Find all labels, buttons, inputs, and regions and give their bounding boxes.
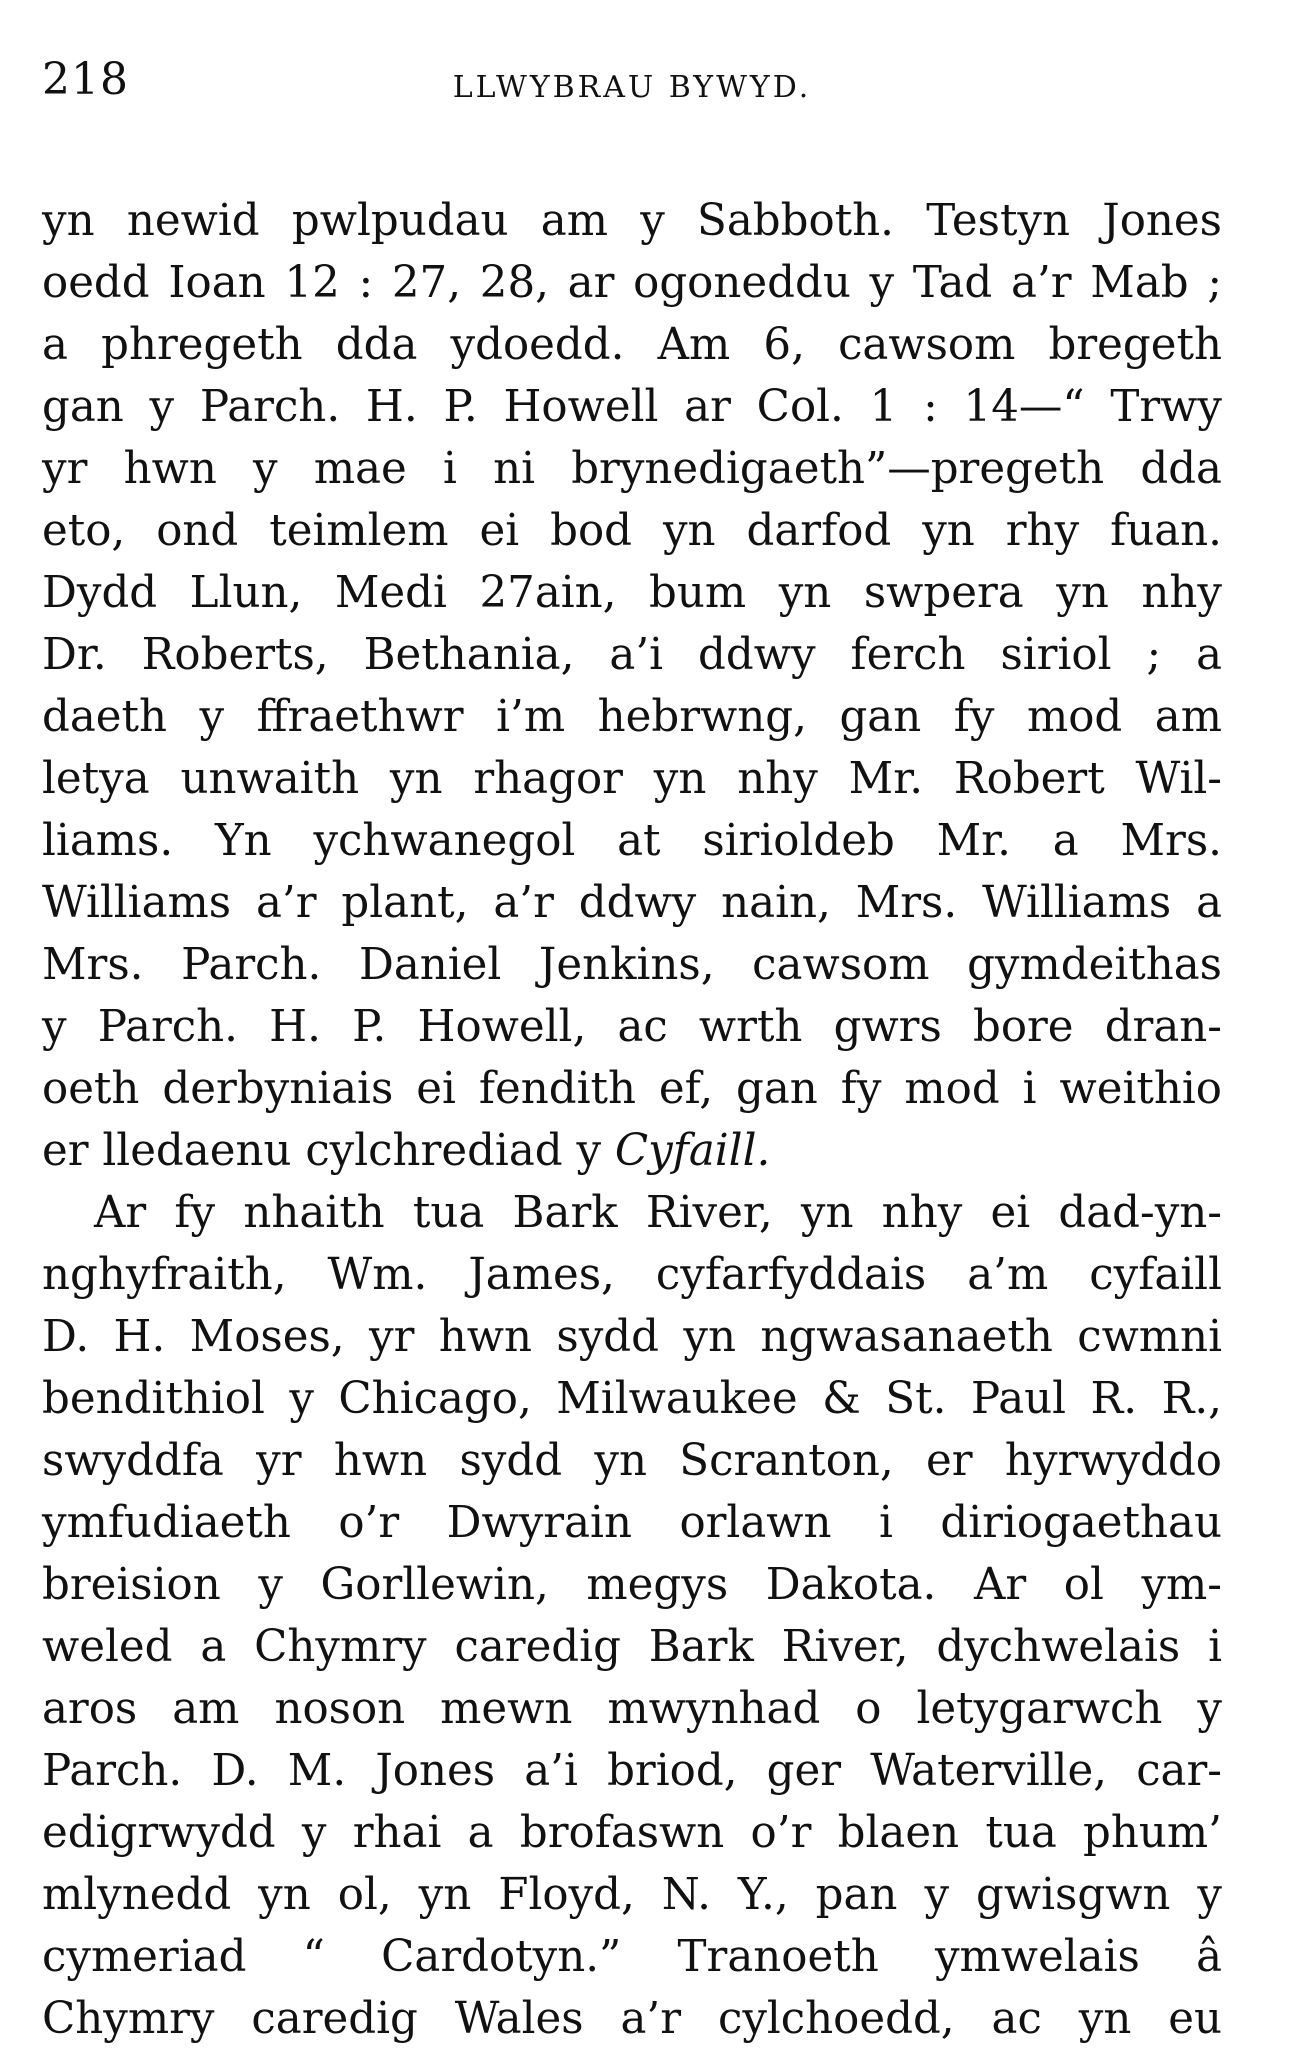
text-line: gan y Parch. H. P. Howell ar Col. 1 : 14—“ Trwy (42, 382, 1222, 432)
text-line: Chymry caredig Wales a’r cylchoedd, ac yn eu (42, 1994, 1222, 2044)
text-line: edigrwydd y rhai a brofaswn o’r blaen tua phum’ (42, 1808, 1222, 1858)
text-line-last (42, 1120, 1222, 1182)
running-head (42, 40, 1222, 120)
text-line: Parch. D. M. Jones a’i briod, ger Waterville, car- (42, 1746, 1222, 1796)
text-line: nghyfraith, Wm. James, cyfarfyddais a’m cyfaill (42, 1250, 1222, 1300)
running-title: LLWYBRAU BYWYD. (452, 70, 812, 105)
text-line: aros am noson mewn mwynhad o letygarwch y (42, 1684, 1222, 1734)
text-line: y Parch. H. P. Howell, ac wrth gwrs bore dran- (42, 1002, 1222, 1052)
text-line: daeth y ffraethwr i’m hebrwng, gan fy mod am (42, 692, 1222, 742)
text-line: Williams a’r plant, a’r ddwy nain, Mrs. Williams a (42, 878, 1222, 928)
text-line: bendithiol y Chicago, Milwaukee & St. Paul R. R., (42, 1374, 1222, 1424)
text-line: Dr. Roberts, Bethania, a’i ddwy ferch siriol ; a (42, 630, 1222, 680)
text-line: cymeriad “ Cardotyn.” Tranoeth ymwelais â (42, 1932, 1222, 1982)
text-line: oedd Ioan 12 : 27, 28, ar ogoneddu y Tad a’r Mab ; (42, 258, 1222, 308)
text-line: yr hwn y mae i ni brynedigaeth”—pregeth dda (42, 444, 1222, 494)
text-line: Ar fy nhaith tua Bark River, yn nhy ei dad-yn- (94, 1188, 1222, 1238)
text-line: Mrs. Parch. Daniel Jenkins, cawsom gymdeithas (42, 940, 1222, 990)
text-line: breision y Gorllewin, megys Dakota. Ar ol ym- (42, 1560, 1222, 1610)
text-line: oeth derbyniais ei fendith ef, gan fy mod i weithio (42, 1064, 1222, 1114)
text-segment: er lledaenu cylchrediad y (42, 1126, 615, 1176)
italic-title: Cyfaill. (614, 1126, 771, 1176)
text-line: weled a Chymry caredig Bark River, dychwelais i (42, 1622, 1222, 1672)
text-line: a phregeth dda ydoedd. Am 6, cawsom bregeth (42, 320, 1222, 370)
text-line: Dydd Llun, Medi 27ain, bum yn swpera yn nhy (42, 568, 1222, 618)
text-line: yn newid pwlpudau am y Sabboth. Testyn Jones (42, 196, 1222, 246)
text-line: ymfudiaeth o’r Dwyrain orlawn i diriogaethau (42, 1498, 1222, 1548)
text-line: D. H. Moses, yr hwn sydd yn ngwasanaeth cwmni (42, 1312, 1222, 1362)
text-line: letya unwaith yn rhagor yn nhy Mr. Robert Wil- (42, 754, 1222, 804)
text-line: eto, ond teimlem ei bod yn darfod yn rhy fuan. (42, 506, 1222, 556)
text-line: swyddfa yr hwn sydd yn Scranton, er hyrwyddo (42, 1436, 1222, 1486)
body-text (42, 190, 1222, 2050)
paragraph-2 (42, 1182, 1222, 2050)
paragraph-1 (42, 190, 1222, 1182)
text-line: mlynedd yn ol, yn Floyd, N. Y., pan y gwisgwn y (42, 1870, 1222, 1920)
page-number: 218 (42, 54, 129, 105)
text-line: liams. Yn ychwanegol at sirioldeb Mr. a Mrs. (42, 816, 1222, 866)
book-page (42, 40, 1222, 2050)
